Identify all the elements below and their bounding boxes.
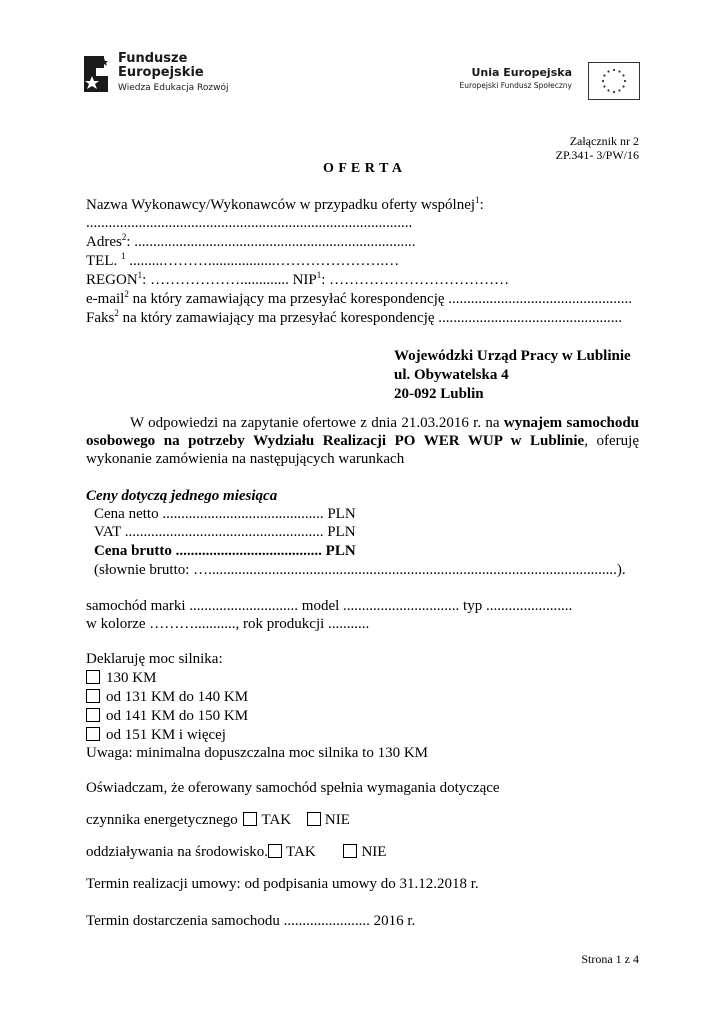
eu-star-icon (613, 91, 615, 93)
engine-option[interactable]: 130 KM (86, 669, 156, 687)
engine-checkbox[interactable] (86, 727, 100, 741)
page-title: O F E R T A (323, 161, 403, 176)
delivery-term-field[interactable]: Termin dostarczenia samochodu ....................... 2016 r. (86, 913, 416, 929)
page-number: Strona 1 z 4 (581, 952, 639, 966)
funds-star-icon (82, 54, 112, 94)
eu-star-icon (607, 89, 609, 91)
address-field[interactable]: Adres$^2$: ........................................................................... (86, 232, 416, 250)
contractor-name-field[interactable]: ....................................................................................... (86, 215, 413, 231)
eu-star-icon (603, 85, 605, 87)
recipient-street: ul. Obywatelska 4 (394, 367, 509, 383)
realization-term: Termin realizacji umowy: od podpisania umowy do 31.12.2018 r. (86, 876, 479, 892)
gross-price-field[interactable]: Cena brutto ....................................... PLN (94, 543, 356, 559)
declaration-text: Oświadczam, że oferowany samochód spełnia wymagania dotyczące (86, 780, 500, 796)
env-yes-checkbox[interactable] (268, 844, 282, 858)
recipient-name: Wojewódzki Urząd Pracy w Lublinie (394, 348, 631, 364)
engine-checkbox[interactable] (86, 708, 100, 722)
vat-field[interactable]: VAT ..................................................... PLN (94, 524, 356, 540)
engine-label: Deklaruję moc silnika: (86, 651, 223, 667)
eu-star-icon (624, 80, 626, 82)
intro-paragraph: W odpowiedzi na zapytanie ofertowe z dnia 21.03.2016 r. na wynajem samochodu osobowego na potrzeby Wydziału Realizacji PO WER WUP w Lublinie, oferuję wykonanie zamówienia na następujących warunkach (86, 415, 639, 467)
regon-nip-field[interactable]: REGON$^1$: ………………............. NIP$^1$: ……………………………… (86, 270, 510, 288)
env-no-checkbox[interactable] (343, 844, 357, 858)
energy-yes-checkbox[interactable] (243, 812, 257, 826)
energy-no-checkbox[interactable] (307, 812, 321, 826)
net-price-field[interactable]: Cena netto ........................................... PLN (94, 506, 356, 522)
funds-logo-line1: Fundusze (118, 51, 188, 66)
eu-star-icon (607, 70, 609, 72)
tel-field[interactable]: TEL. $^1$ .........………..................………………….… (86, 251, 400, 269)
eu-flag-icon (588, 62, 640, 100)
vehicle-color-year-field[interactable]: w kolorze ………..........., rok produkcji ........... (86, 616, 370, 632)
eu-star-icon (603, 74, 605, 76)
gross-in-words-field[interactable]: (słownie brutto: ….............................................................................................................). (94, 562, 626, 578)
eu-star-icon (618, 89, 620, 91)
email-field[interactable]: e-mail$^2$ na który zamawiający ma przesyłać korespondencję ................................................. (86, 289, 633, 307)
engine-option[interactable]: od 131 KM do 140 KM (86, 688, 248, 706)
funds-logo (82, 52, 282, 104)
engine-option[interactable]: od 141 KM do 150 KM (86, 707, 248, 725)
eu-star-icon (618, 70, 620, 72)
attachment-number: Załącznik nr 2 (569, 134, 639, 148)
reference-number: ZP.341- 3/PW/16 (555, 148, 639, 162)
environment-row: oddziaływania na środowisko. TAK NIE (86, 844, 387, 860)
eu-logo (458, 62, 640, 102)
engine-checkbox[interactable] (86, 689, 100, 703)
eu-star-icon (602, 80, 604, 82)
engine-note: Uwaga: minimalna dopuszczalna moc silnika to 130 KM (86, 745, 429, 761)
funds-logo-line3: Wiedza Edukacja Rozwój (118, 83, 229, 93)
vehicle-make-model-field[interactable]: samochód marki ............................. model ............................... typ ....................... (86, 598, 573, 614)
fax-field[interactable]: Faks$^2$ na który zamawiający ma przesyłać korespondencję ................................................. (86, 308, 623, 326)
eu-star-icon (622, 85, 624, 87)
contractor-name-label: Nazwa Wykonawcy/Wykonawców w przypadku oferty wspólnej$^1$: (86, 195, 484, 213)
eu-star-icon (622, 74, 624, 76)
recipient-city: 20-092 Lublin (394, 386, 484, 402)
engine-checkbox[interactable] (86, 670, 100, 684)
funds-logo-line2: Europejskie (118, 65, 204, 80)
eu-logo-line1: Unia Europejska (471, 66, 572, 79)
energy-row: czynnika energetycznego TAK NIE (86, 812, 350, 828)
eu-star-icon (613, 69, 615, 71)
prices-heading: Ceny dotyczą jednego miesiąca (86, 488, 278, 504)
engine-option[interactable]: od 151 KM i więcej (86, 726, 226, 744)
eu-logo-line2: Europejski Fundusz Społeczny (459, 81, 572, 90)
